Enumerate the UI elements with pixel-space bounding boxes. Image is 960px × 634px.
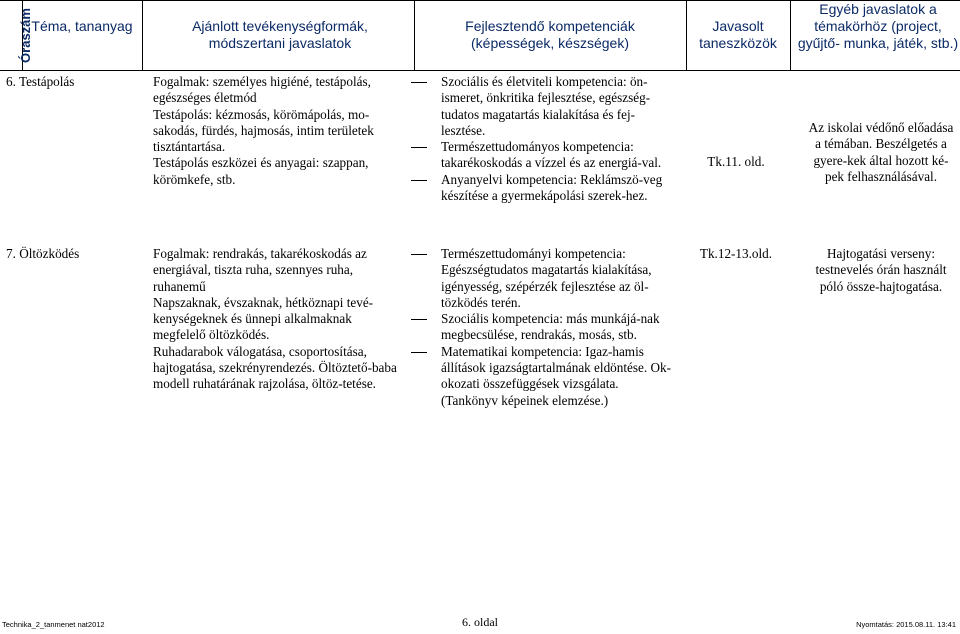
footer-page-number: 6. oldal — [462, 615, 498, 629]
row7-topic: 7. Öltözködés — [6, 246, 80, 261]
row7-competency-list-a — [411, 246, 673, 262]
row6-activity-1: Fogalmak: személyes higiéné, testápolás, egészséges életmód — [153, 74, 371, 106]
col-divider-2 — [142, 0, 143, 70]
header-ajanlott: Ajánlott tevékenységformák, módszertani javaslatok — [192, 18, 368, 51]
header-eszkozok: Javasolt taneszközök — [699, 18, 777, 51]
header-kompetenciak — [414, 18, 686, 52]
header-kompetenciak-sub: (képességek, készségek) — [471, 35, 629, 51]
row7-competency-3: Szociális kompetencia: más munkájá-nak megbecsülése, rendrakás, mosás, stb. — [411, 311, 673, 344]
row7-other: Hajtogatási verseny: testnevelés órán használt póló össze-hajtogatása. — [815, 246, 947, 294]
row6-competencies — [411, 74, 673, 204]
row7-activities — [153, 246, 403, 393]
footer-print-date: Nyomtatás: 2015.08.11. 13:41 — [856, 620, 956, 629]
row7-activity-2: Napszaknak, évszaknak, hétköznapi tevé-kenységeknek és ünnepi alkalmaknak megfelelő öltözködés. — [153, 294, 374, 343]
row7-activity-3: Ruhadarabok válogatása, csoportosítása, hajtogatása, szekrényrendezés. Öltöztető-baba modell ruhatárának rajzolása, öltöz-tetése. — [153, 343, 397, 392]
header-oraszam: Óraszám — [17, 8, 33, 63]
col-divider-5 — [790, 0, 791, 70]
row6-activity-2: Testápolás: kézmosás, körömápolás, mo-sakodás, fürdés, hajmosás, intim területek tisztántartása. — [153, 106, 374, 155]
header-kompetenciak-title: Fejlesztendő kompetenciák — [465, 18, 635, 34]
row7-competencies — [411, 246, 673, 409]
row7-competency-2: Egészségtudatos magatartás kialakítása, igényesség, szépérzék fejlesztése az öl-tözködés terén. — [441, 262, 652, 310]
row7-competency-list-b — [411, 311, 673, 409]
row6-activities — [153, 74, 403, 188]
row6-topic: 6. Testápolás — [6, 74, 75, 89]
header-egyeb: Egyéb javaslatok a témakörhöz (project, gyűjtő- munka, játék, stb.) — [797, 1, 959, 51]
row7-activity-1: Fogalmak: rendrakás, takarékoskodás az energiával, tiszta ruha, szennyes ruha, ruhanemű — [153, 246, 367, 294]
row7-tools: Tk.12-13.old. — [699, 246, 773, 261]
row6-tools: Tk.11. old. — [707, 154, 765, 169]
row6-other: Az iskolai védőnő előadása a témában. Beszélgetés a gyere-kek által hozott ké-pek felhasználásával. — [808, 120, 954, 184]
header-divider — [0, 70, 960, 71]
footer-filename: Technika_2_tanmenet nat2012 — [2, 620, 105, 629]
row6-activity-3: Testápolás eszközei és anyagai: szappan, körömkefe, stb. — [153, 155, 369, 187]
row7-competency-1: Természettudományi kompetencia: — [411, 246, 673, 262]
col-divider-4 — [686, 0, 687, 70]
row6-competency-2: Természettudományos kompetencia: takarékoskodás a vízzel és az energiá-val. — [411, 139, 673, 172]
row6-competency-1: Szociális és életviteli kompetencia: ön-ismeret, önkritika fejlesztése, egészség-tudatos magatartás kialakítása és fej-lesztése. — [411, 74, 673, 139]
row7-competency-4: Matematikai kompetencia: Igaz-hamis állítások igazságtartalmának eldöntése. Ok-okozati összefüggések vizsgálata. (Tankönyv képeinek elemzése.) — [411, 344, 673, 409]
row6-competency-3: Anyanyelvi kompetencia: Reklámszö-veg készítése a gyermekápolási szerek-hez. — [411, 172, 673, 205]
header-tema: Téma, tananyag — [31, 18, 133, 34]
